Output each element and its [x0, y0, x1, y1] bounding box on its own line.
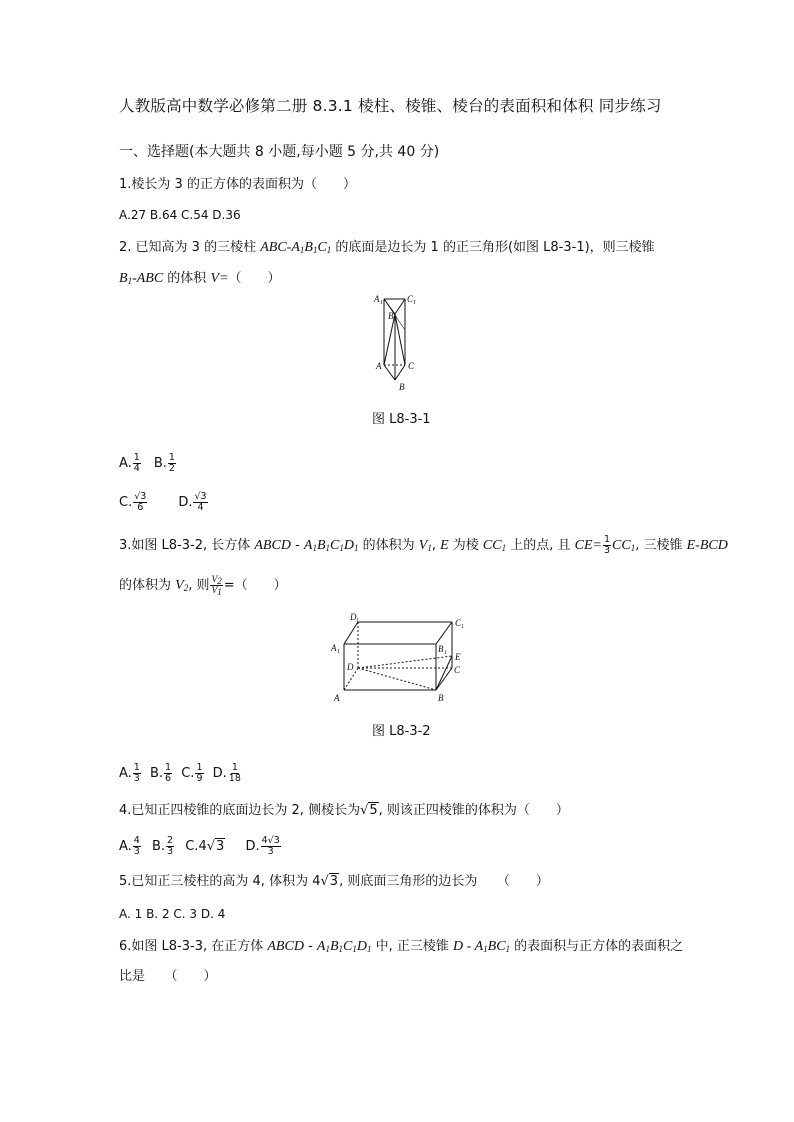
- q3-option-d: D. $\frac{1}{18}$: [212, 762, 241, 784]
- q3-option-c: C. $\frac{1}{9}$: [181, 762, 203, 784]
- edge-b1-c1: [436, 622, 452, 644]
- edge-b1-c1: [395, 299, 405, 314]
- q4-option-a: A. $\frac{4}{3}$: [119, 835, 140, 857]
- edge-b-c: [395, 365, 405, 380]
- label-c: C: [408, 361, 415, 371]
- edge-e-b: [436, 656, 452, 690]
- question-1-options: A.27 B.64 C.54 D.36: [119, 208, 241, 222]
- question-5-stem: 5.已知正三棱柱的高为 4, 体积为 4√3, 则底面三角形的边长为 （ ）: [119, 874, 549, 889]
- figure-l8-3-2: [326, 608, 476, 708]
- question-2-options-ab: [119, 452, 189, 476]
- question-4-options: [119, 834, 282, 860]
- label-c1: C: [407, 294, 414, 304]
- question-2-line-2: [119, 270, 280, 288]
- label-b1: B: [388, 311, 394, 321]
- edge-a1-d1: [344, 622, 358, 644]
- q4-option-c: C.4√3: [185, 839, 225, 854]
- figure-l8-3-2-caption: 图 L8-3-2: [372, 724, 431, 739]
- question-6-line-2: 比是 （ ）: [119, 969, 217, 984]
- edge-d-e-hidden: [358, 656, 452, 668]
- sqrt-3: √3: [320, 874, 339, 889]
- question-2-line-1: [119, 239, 655, 257]
- label-d: D: [347, 662, 354, 672]
- edge-d-b-hidden: [358, 668, 436, 690]
- svg-text:1: 1: [461, 624, 464, 630]
- sqrt-5: √5: [360, 803, 378, 818]
- section-heading: 一、选择题(本大题共 8 小题,每小题 5 分,共 40 分): [119, 144, 440, 160]
- figure-l8-3-1-caption: 图 L8-3-1: [372, 412, 431, 427]
- svg-text:1: 1: [394, 317, 397, 323]
- question-3-line-2: 的体积为 $V_2$, 则 $\frac{V_2}{V_1}$ =（ ）: [119, 575, 287, 597]
- q2-option-b: B. $\frac{1}{2}$: [153, 452, 175, 474]
- q2-volume-symbol: V=: [210, 271, 229, 286]
- label-c1: C: [455, 618, 462, 628]
- label-c: C: [454, 665, 461, 675]
- svg-text:1: 1: [380, 300, 383, 306]
- edge-b-c: [436, 668, 452, 690]
- q2-blank: （ ）: [228, 271, 281, 286]
- q2-option-a: A. $\frac{1}{4}$: [119, 452, 140, 474]
- svg-text:1: 1: [337, 649, 340, 655]
- label-a: A: [334, 693, 340, 703]
- q4-option-d: D. $\frac{4√3}{3}$: [245, 835, 280, 857]
- label-b: B: [438, 693, 444, 703]
- q2-pyramid-name: $B_1$-ABC: [119, 271, 164, 286]
- label-a1: A: [331, 643, 337, 653]
- q2-text-b: 的底面是边长为 1 的正三角形(如图 L8-3-1)，则三棱锥: [331, 240, 655, 255]
- question-6-line-1: 6.如图 L8-3-3, 在正方体 ABCD - $A_1B_1C_1D_1$ 中, 正三棱锥 D - $A_1BC_1$ 的表面积与正方体的表面积之: [119, 939, 684, 954]
- q2-prism-name: ABC-$A_1B_1C_1$: [260, 240, 332, 255]
- q2-option-c: C. $\frac{√3}{6}$: [119, 491, 147, 513]
- q2-text-a: 2. 已知高为 3 的三棱柱: [119, 240, 261, 255]
- label-b1: B: [438, 644, 444, 654]
- question-2-options-cd: [119, 490, 221, 516]
- label-b: B: [399, 382, 405, 392]
- page-title: 人教版高中数学必修第二册 8.3.1 棱柱、棱锥、棱台的表面积和体积 同步练习: [119, 97, 662, 115]
- question-5-options: A. 1 B. 2 C. 3 D. 4: [119, 907, 226, 921]
- label-a1: A: [374, 294, 380, 304]
- figure-l8-3-1: [368, 290, 428, 398]
- label-a: A: [376, 361, 382, 371]
- question-3-options: [119, 762, 243, 786]
- svg-text:1: 1: [444, 650, 447, 656]
- svg-text:1: 1: [356, 618, 359, 624]
- q3-option-b: B. $\frac{1}{6}$: [149, 762, 172, 784]
- question-4-stem: 4.已知正四棱锥的底面边长为 2, 侧棱长为√5, 则该正四棱锥的体积为（ ）: [119, 803, 569, 818]
- q2-text-c: 的体积: [163, 271, 211, 286]
- edge-a-b: [384, 365, 395, 380]
- svg-text:1: 1: [413, 300, 416, 306]
- question-1-stem: 1.棱长为 3 的正方体的表面积为（ ）: [119, 177, 356, 192]
- label-e: E: [455, 652, 461, 662]
- q3-option-a: A. $\frac{1}{3}$: [119, 762, 140, 784]
- q4-option-b: B. $\frac{2}{3}$: [151, 835, 174, 857]
- question-3-line-1: 3.如图 L8-3-2, 长方体 ABCD - $A_1B_1C_1D_1$ 的体积为 $V_1$, E 为棱 $CC_1$ 上的点, 且 CE= $\frac{1}{3}$ $CC_1$, 三棱锥 E-BCD: [119, 534, 728, 556]
- q2-option-d: D. $\frac{√3}{4}$: [178, 491, 207, 513]
- label-d1: D: [350, 612, 357, 622]
